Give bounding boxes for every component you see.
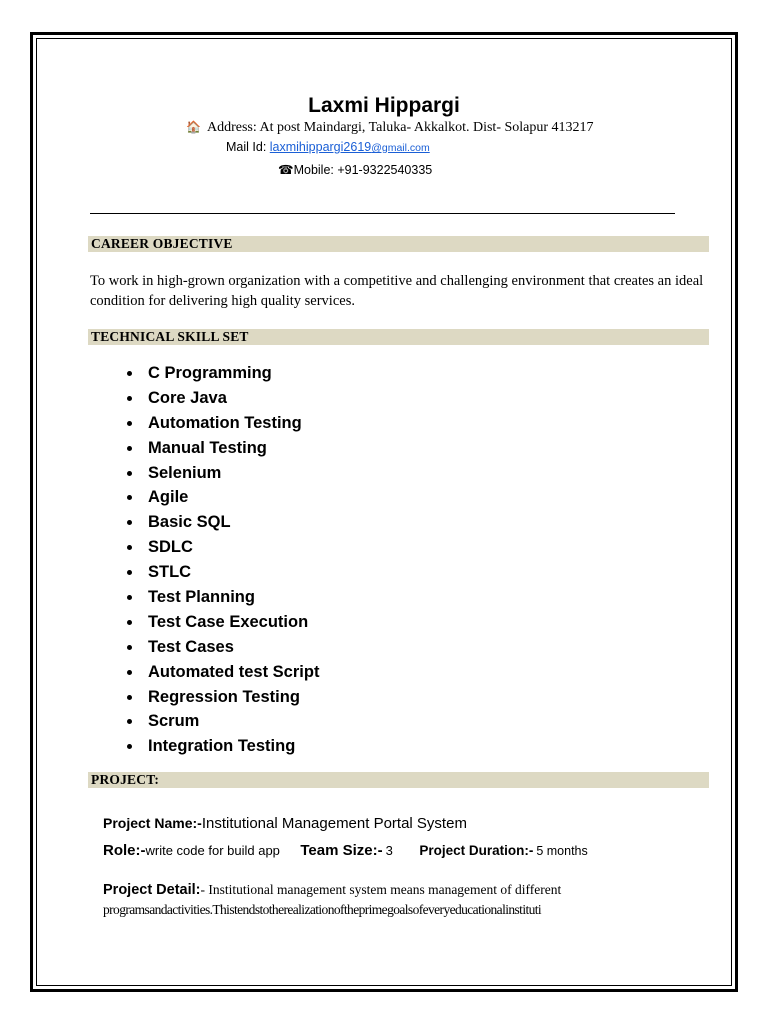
duration-label: Project Duration:- — [419, 843, 534, 858]
email-user: laxmihippargi2619 — [269, 140, 372, 154]
skill-item: Integration Testing — [125, 734, 319, 759]
section-career-objective: CAREER OBJECTIVE — [88, 236, 709, 252]
team-size-value: 3 — [385, 843, 393, 858]
duration-value: 5 months — [536, 844, 588, 858]
skill-item: Test Planning — [125, 585, 319, 610]
skill-item: Manual Testing — [125, 436, 319, 461]
header-divider — [90, 213, 675, 214]
skill-item: Agile — [125, 485, 319, 510]
mobile-line — [278, 162, 432, 177]
team-size-label: Team Size:- — [300, 842, 383, 859]
project-detail-line1: - Institutional management system means management of different — [200, 882, 562, 897]
skill-item: C Programming — [125, 361, 319, 386]
section-project: PROJECT: — [88, 772, 709, 788]
role-value: write code for build app — [145, 843, 280, 858]
skills-list — [125, 361, 319, 759]
candidate-name: Laxmi Hippargi — [308, 94, 460, 117]
skill-item: Test Case Execution — [125, 610, 319, 635]
project-name-line — [103, 815, 467, 833]
objective-text: To work in high-grown organization with a competitive and challenging environment that creates an ideal condition for delivering high quality services. — [90, 273, 704, 309]
address-text: Address: At post Maindargi, Taluka- Akkalkot. Dist- Solapur 413217 — [206, 120, 594, 135]
project-detail — [103, 880, 677, 919]
project-name-label: Project Name:- — [103, 815, 202, 831]
email-domain: @gmail.com — [371, 142, 430, 154]
skill-item: Automation Testing — [125, 411, 319, 436]
skill-item: STLC — [125, 560, 319, 585]
project-name-value: Institutional Management Portal System — [201, 815, 467, 832]
skill-item: Core Java — [125, 386, 319, 411]
skill-item: Selenium — [125, 461, 319, 486]
role-label: Role:- — [103, 842, 146, 859]
phone-icon: ☎ — [278, 163, 294, 177]
skill-item: SDLC — [125, 535, 319, 560]
project-meta-line — [103, 842, 588, 860]
project-detail-label: Project Detail: — [103, 882, 201, 898]
skill-item: Scrum — [125, 709, 319, 734]
mail-label: Mail Id: — [226, 140, 270, 154]
mobile-text: Mobile: +91-9322540335 — [293, 163, 433, 177]
mail-line — [226, 140, 430, 154]
address-line — [186, 120, 594, 136]
email-link[interactable] — [270, 140, 430, 154]
skill-item: Automated test Script — [125, 660, 319, 685]
home-icon: 🏠 — [186, 120, 201, 134]
project-detail-line2: programsandactivities.Thistendstotherealizationoftheprimegoalsofeveryeducationalinstituti — [103, 902, 542, 917]
section-technical-skills: TECHNICAL SKILL SET — [88, 329, 709, 345]
skill-item: Regression Testing — [125, 685, 319, 710]
skill-item: Basic SQL — [125, 510, 319, 535]
skill-item: Test Cases — [125, 635, 319, 660]
